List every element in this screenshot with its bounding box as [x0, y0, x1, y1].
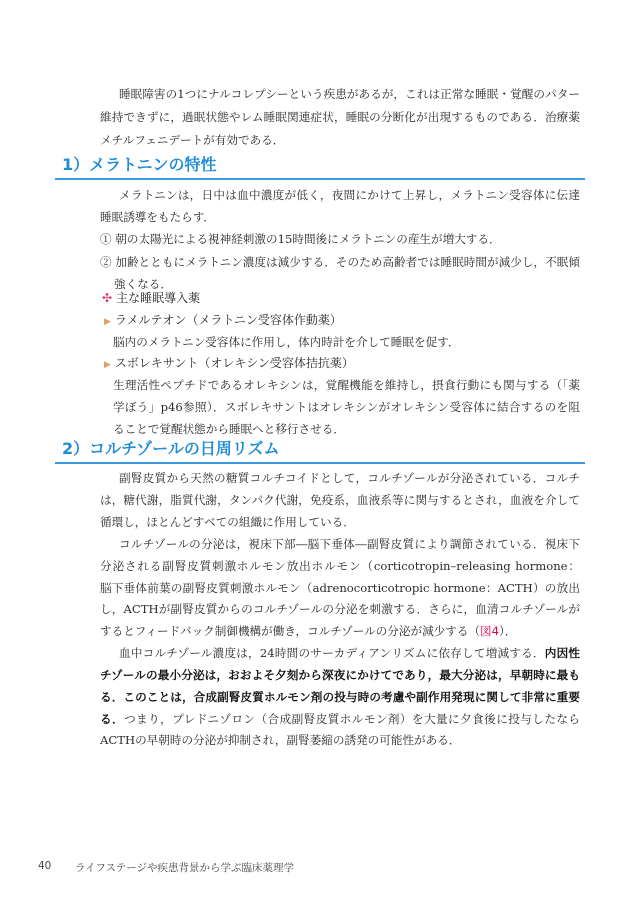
figure-reference-link[interactable]: 図4 [480, 624, 500, 638]
bold-text-segment: 内因性 [544, 646, 580, 660]
page-number: 40 [38, 860, 52, 872]
body-line: は，糖代謝，脂質代謝，タンパク代謝，免疫系，血液系等に関与するとされ，血液を介して [100, 493, 580, 507]
triangle-bullet-icon: ▶ [104, 317, 111, 327]
section-heading-melatonin: 1）メラトニンの特性 [62, 155, 217, 174]
heading-underline [55, 178, 585, 180]
drug-box-title-text: 主な睡眠導入薬 [116, 291, 201, 305]
text-segment: 血中コルチゾール濃度は，24時間のサーカディアンリズムに依存して増減する． [119, 646, 545, 660]
text-segment: ）． [499, 624, 517, 638]
drug-description: ることで覚醒状態から睡眠へと移行させる． [113, 422, 345, 436]
drug-name [104, 354, 354, 374]
body-line: し，ACTHが副腎皮質からのコルチゾールの分泌を刺激する．さらに，血清コルチゾールが [100, 602, 580, 616]
body-line: 副腎皮質から天然の糖質コルチコイドとして，コルチゾールが分泌されている．コルチ [119, 471, 580, 485]
drug-description: 脳内のメラトニン受容体に作用し，体内時計を介して睡眠を促す． [113, 335, 460, 349]
body-line: コルチゾールの分泌は，視床下部―脳下垂体―副腎皮質により調節されている．視床下 [119, 537, 580, 551]
list-item-continued: 強くなる． [114, 277, 172, 291]
body-line: メラトニンは，日中は血中濃度が低く，夜間にかけて上昇し，メラトニン受容体に伝達 [119, 188, 580, 202]
list-item: ① 朝の太陽光による視神経刺激の15時間後にメラトニンの産生が増大する． [100, 232, 501, 246]
list-item: ② 加齢とともにメラトニン濃度は減少する．そのため高齢者では睡眠時間が減少し，不眠傾 [100, 255, 580, 269]
drug-name-text: ラメルテオン（メラトニン受容体作動薬） [114, 313, 342, 327]
body-line [100, 622, 580, 640]
body-line: 分泌される副腎皮質刺激ホルモン放出ホルモン（corticotropin–releasing hormone： [100, 559, 580, 573]
bold-body-line: る．このことは，合成副腎皮質ホルモン剤の投与時の考慮や副作用発現に関して非常に重要 [100, 690, 580, 704]
bold-body-line: チゾールの最小分泌は，おおよそ夕刻から深夜にかけてであり，最大分泌は，早朝時に最も [100, 668, 580, 682]
cross-bullet-icon: ✣ [102, 291, 113, 305]
book-title: ライフステージや疾患背景から学ぶ臨床薬理学 [75, 862, 295, 874]
drug-box-title [102, 289, 200, 307]
body-line: 睡眠誘導をもたらす． [100, 210, 216, 224]
drug-name [104, 311, 342, 331]
body-line: 脳下垂体前葉の副腎皮質刺激ホルモン（adrenocorticotropic hormone：ACTH）の放出 [100, 581, 580, 595]
intro-line: メチルフェニデートが有効である． [100, 133, 285, 147]
body-line: ACTHの早朝時の分泌が抑制され，副腎萎縮の誘発の可能性がある． [100, 733, 461, 747]
body-line [119, 644, 580, 662]
body-line [100, 710, 580, 728]
drug-description: 学ぼう」p46参照）．スボレキサントはオレキシンがオレキシン受容体に結合するのを阻 [113, 400, 580, 414]
section-heading-cortisol: 2）コルチゾールの日周リズム [62, 439, 280, 458]
body-line: 循環し，ほとんどすべての組織に作用している． [100, 515, 355, 529]
text-segment: するとフィードバック制御機構が働き，コルチゾールの分泌が減少する（ [100, 624, 481, 638]
drug-name-text: スボレキサント（オレキシン受容体拮抗薬） [114, 356, 354, 370]
triangle-bullet-icon: ▶ [104, 360, 111, 370]
drug-description: 生理活性ペプチドであるオレキシンは，覚醒機能を維持し，摂食行動にも関与する（「薬 [113, 378, 580, 392]
intro-line: 維持できずに，過眠状態やレム睡眠関連症状，睡眠の分断化が出現するものである．治療薬 [100, 110, 580, 124]
heading-underline [55, 462, 585, 464]
intro-line: 睡眠障害の1つにナルコレプシーという疾患があるが，これは正常な睡眠・覚醒のパター [119, 87, 580, 101]
bold-text-segment: る． [100, 712, 125, 726]
text-segment: つまり，プレドニゾロン（合成副腎皮質ホルモン剤）を大量に夕食後に投与したなら [124, 712, 580, 726]
